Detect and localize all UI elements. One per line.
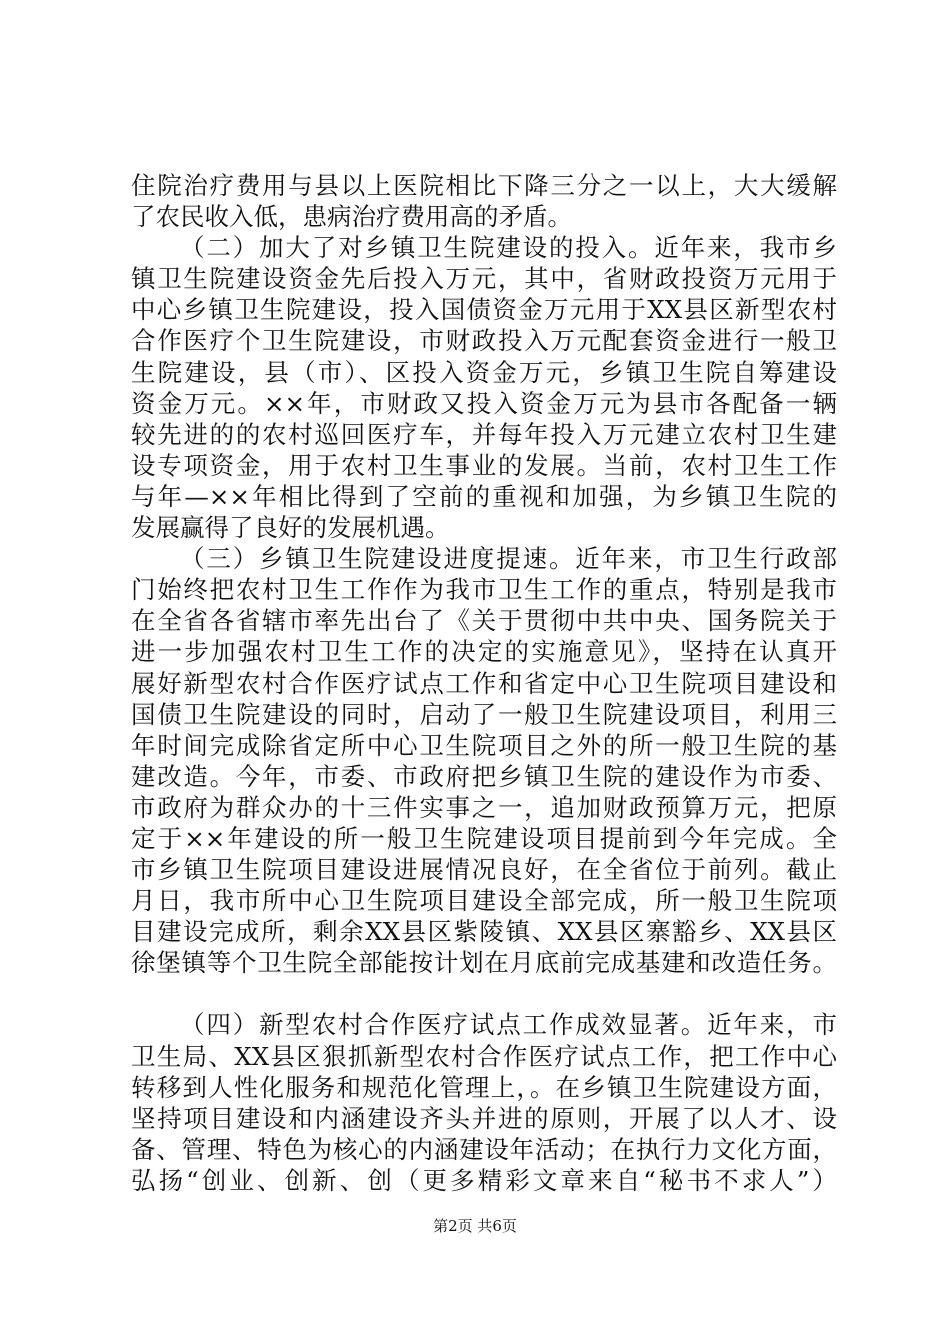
paragraph-spacer	[131, 978, 837, 1009]
text-line: 弘扬“创业、创新、创（更多精彩文章来自“秘书不求人”）	[131, 1165, 837, 1195]
text-line: 转移到人性化服务和规范化管理上，。在乡镇卫生院建设方面，	[131, 1072, 837, 1102]
paragraph-2	[131, 232, 837, 543]
text-line: 卫生局、XX县区狠抓新型农村合作医疗试点工作，把工作中心	[131, 1041, 837, 1071]
text-line: 住院治疗费用与县以上医院相比下降三分之一以上，大大缓解	[131, 171, 837, 200]
text-line: 坚持项目建设和内涵建设齐头并进的原则，开展了以人才、设	[131, 1103, 837, 1133]
text-line: 镇卫生院建设资金先后投入万元，其中，省财政投资万元用于	[131, 264, 837, 294]
text-line: （四）新型农村合作医疗试点工作成效显著。近年来，市	[180, 1010, 837, 1040]
text-line: 合作医疗个卫生院建设，市财政投入万元配套资金进行一般卫	[131, 326, 837, 356]
document-body	[131, 170, 837, 1196]
text-line: 了农民收入低，患病治疗费用高的矛盾。	[131, 202, 572, 232]
text-line: 资金万元。××年，市财政又投入资金万元为县市各配备一辆	[131, 388, 837, 418]
paragraph-1	[131, 170, 837, 232]
text-line: 设专项资金，用于农村卫生事业的发展。当前，农村卫生工作	[131, 450, 837, 480]
text-line: 徐堡镇等个卫生院全部能按计划在月底前完成基建和改造任务。	[131, 948, 837, 978]
paragraph-4	[131, 1009, 837, 1196]
text-line: 年时间完成除省定所中心卫生院项目之外的所一般卫生院的基	[131, 730, 837, 760]
text-line: 定于××年建设的所一般卫生院建设项目提前到今年完成。全	[131, 823, 837, 853]
text-line: 备、管理、特色为核心的内涵建设年活动；在执行力文化方面，	[131, 1134, 837, 1164]
text-line: （三）乡镇卫生院建设进度提速。近年来，市卫生行政部	[180, 544, 837, 574]
text-line: 门始终把农村卫生工作作为我市卫生工作的重点，特别是我市	[131, 575, 837, 605]
text-line: 中心乡镇卫生院建设，投入国债资金万元用于XX县区新型农村	[131, 295, 837, 325]
text-line: 与年—××年相比得到了空前的重视和加强，为乡镇卫生院的	[131, 481, 837, 511]
text-line: （二）加大了对乡镇卫生院建设的投入。近年来，我市乡	[180, 233, 837, 263]
text-line: 较先进的的农村巡回医疗车，并每年投入万元建立农村卫生建	[131, 419, 837, 449]
page-number-footer: 第2页 共6页	[433, 1217, 517, 1235]
text-line: 国债卫生院建设的同时，启动了一般卫生院建设项目，利用三	[131, 699, 837, 729]
text-line: 目建设完成所，剩余XX县区紫陵镇、XX县区寨豁乡、XX县区	[131, 917, 837, 947]
text-line: 发展赢得了良好的发展机遇。	[131, 513, 450, 543]
paragraph-3	[131, 543, 837, 978]
text-line: 市政府为群众办的十三件实事之一，追加财政预算万元，把原	[131, 792, 837, 822]
text-line: 市乡镇卫生院项目建设进展情况良好，在全省位于前列。截止	[131, 855, 837, 885]
text-line: 生院建设，县（市）、区投入资金万元，乡镇卫生院自筹建设	[131, 357, 837, 387]
text-line: 在全省各省辖市率先出台了《关于贯彻中共中央、国务院关于	[131, 606, 837, 636]
text-line: 建改造。今年，市委、市政府把乡镇卫生院的建设作为市委、	[131, 761, 837, 791]
text-line: 进一步加强农村卫生工作的决定的实施意见》，坚持在认真开	[131, 637, 837, 667]
text-line: 月日，我市所中心卫生院项目建设全部完成，所一般卫生院项	[131, 886, 837, 916]
text-line: 展好新型农村合作医疗试点工作和省定中心卫生院项目建设和	[131, 668, 837, 698]
